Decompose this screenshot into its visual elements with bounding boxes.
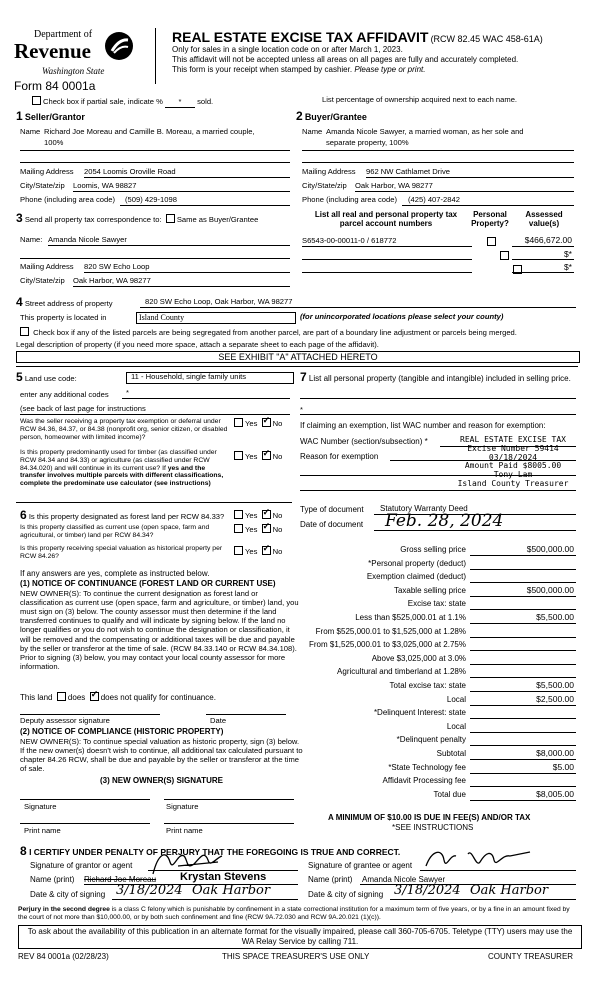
compliance-heading: (2) NOTICE OF COMPLIANCE (HISTORIC PROPERTY)	[20, 727, 224, 736]
grantor-name[interactable]: Krystan Stevens	[180, 871, 267, 883]
q1-no-checkbox[interactable]	[262, 418, 271, 427]
legal-description-label: Legal description of property (if you need more space, attach a separate sheet to each page of the affidavit).	[16, 340, 379, 349]
doc-date[interactable]: Feb. 28, 2024	[385, 511, 504, 531]
wac-label: WAC Number (section/subsection) *	[300, 437, 428, 446]
land-use-code[interactable]: 11 - Household, single family units	[126, 372, 294, 384]
treasurer-use-label: THIS SPACE TREASURER'S USE ONLY	[222, 952, 370, 961]
q2-yes-checkbox[interactable]	[234, 451, 243, 460]
partial-sale-pct[interactable]: *	[165, 98, 195, 108]
calc-label: Local	[446, 694, 466, 704]
doc-type-label: Type of document	[300, 505, 364, 514]
street-address-label: 4 Street address of property	[16, 295, 113, 309]
owner-print-label-2: Print name	[166, 826, 203, 835]
corr-name-label: Name:	[20, 235, 43, 244]
wac-value[interactable]: *	[424, 437, 428, 446]
accessibility-notice: To ask about the availability of this publication in an alternate format for the visually impaired, please call 360-705-6705. Teletype (TTY) users may use the WA Relay Service by calling 711.	[18, 925, 582, 949]
seller-name-label: Name	[20, 127, 41, 136]
grantor-name-struck: Richard Joe Moreau	[84, 875, 157, 884]
see-instructions: *SEE INSTRUCTIONS	[392, 823, 474, 832]
perjury-notice: Perjury in the second degree is a class C felony which is punishable by confinement in a state correctional institution for a maximum term of five years, or by a fine in an amount fixed by the court of not more than $10,000.00, or by both such confinement and fine (RCW 9A.72.030 and RCW 9A.20.021 (1)(c)).	[18, 906, 570, 922]
additional-codes-label: enter any additional codes	[20, 390, 109, 399]
partial-sale-row: Check box if partial sale, indicate % * sold.	[32, 96, 213, 108]
calc-label: Agricultural and timberland at 1.28%	[337, 667, 466, 677]
buyer-city-label: City/State/zip	[302, 181, 347, 190]
rev-number: REV 84 0001a (02/28/23)	[18, 952, 109, 961]
assessed-value-2[interactable]: $*	[563, 249, 572, 259]
parcel-header: List all real and personal property tax parcel account numbers	[314, 210, 458, 229]
calc-label: *Delinquent Interest: state	[373, 708, 466, 718]
doc-type[interactable]: Statutory Warranty Deed	[380, 504, 468, 513]
s6-q2-no-checkbox[interactable]	[262, 524, 271, 533]
calc-label: Exemption claimed (deduct)	[366, 572, 466, 582]
calc-label: Affidavit Processing fee	[382, 776, 466, 786]
if-yes-note: If any answers are yes, complete as instructed below.	[20, 569, 210, 578]
header-line2: This affidavit will not be accepted unless all areas on all pages are fully and accurately completed.	[172, 55, 519, 64]
calc-value[interactable]: $500,000.00	[526, 584, 574, 595]
s6-q2-answers: Yes ✓ No	[234, 524, 282, 535]
corr-name[interactable]: Amanda Nicole Sawyer	[48, 235, 127, 244]
corr-city[interactable]: Oak Harbor, WA 98277	[73, 276, 151, 285]
calc-value[interactable]: $5,500.00	[536, 680, 574, 690]
new-owner-sig-heading: (3) NEW OWNER(S) SIGNATURE	[100, 776, 223, 785]
buyer-addr-label: Mailing Address	[302, 167, 356, 176]
buyer-name[interactable]: Amanda Nicole Sawyer, a married woman, as her sole and	[326, 127, 524, 136]
corr-city-label: City/State/zip	[20, 276, 65, 285]
seller-name[interactable]: Richard Joe Moreau and Camille B. Moreau, a married couple,	[44, 127, 255, 136]
grantee-city[interactable]: Oak Harbor	[470, 883, 549, 898]
county-treasurer-label: COUNTY TREASURER	[488, 952, 574, 961]
calc-label: Total excise tax: state	[389, 681, 466, 690]
calc-label: Taxable selling price	[393, 585, 466, 595]
s6-q2-yes-checkbox[interactable]	[234, 524, 243, 533]
header-line3: This form is your receipt when stamped by cashier. Please type or print.	[172, 65, 426, 74]
buyer-name-line2[interactable]: separate property, 100%	[326, 138, 409, 147]
does-qualify-checkbox[interactable]	[57, 692, 66, 701]
grantee-date-label: Date & city of signing	[308, 890, 384, 899]
buyer-name-label: Name	[302, 127, 323, 136]
assessor-date-label: Date	[210, 716, 227, 725]
assessed-value-3[interactable]: $*	[563, 262, 572, 272]
owner-signature-label-1: Signature	[24, 802, 57, 811]
grantor-signature-label: Signature of grantor or agent	[30, 861, 133, 870]
s6-q3-answers: Yes ✓ No	[234, 546, 282, 557]
county-note: (for unincorporated locations please select your county)	[300, 312, 504, 321]
buyer-heading: 2 Buyer/Grantee	[296, 109, 367, 123]
legal-description[interactable]: SEE EXHIBIT "A" ATTACHED HERETO	[16, 351, 580, 363]
state-label: Washington State	[42, 66, 105, 76]
personal-property-list[interactable]: *	[300, 405, 303, 414]
q1-answers: Yes ✓ No	[234, 418, 282, 429]
correspondence-heading: 3 Send all property tax correspondence to: Same as Buyer/Grantee	[16, 211, 259, 225]
dept-label: Department of	[34, 29, 93, 40]
owner-print-label-1: Print name	[24, 826, 61, 835]
s6-q1-no-checkbox[interactable]	[262, 510, 271, 519]
personal-property-checkbox-2[interactable]	[500, 251, 509, 260]
seller-heading: 1 Seller/Grantor	[16, 109, 85, 123]
grantor-date[interactable]: 3/18/2024	[116, 883, 183, 898]
seller-phone-label: Phone (including area code)	[20, 195, 115, 204]
historic-question: Is this property receiving special valuation as historical property per RCW 84.26?	[20, 545, 223, 560]
revenue-label: Revenue	[14, 39, 91, 63]
calc-value[interactable]: $8,005.00	[536, 788, 574, 799]
grantee-date[interactable]: 3/18/2024	[394, 883, 461, 898]
grantor-name-label: Name (print)	[30, 875, 75, 884]
continuance-heading: (1) NOTICE OF CONTINUANCE (FOREST LAND OR CURRENT USE)	[20, 579, 276, 588]
exemption-question: Was the seller receiving a property tax exemption or deferral under RCW 84.36, 84.37, or 84.38 (nonprofit org, senior citizen, or disabled person, homeowner with limited income)?	[20, 418, 228, 441]
does-not-qualify-checkbox[interactable]	[90, 692, 99, 701]
calc-value[interactable]: $5.00	[552, 761, 574, 772]
grantee-signature-label: Signature of grantee or agent	[308, 861, 413, 870]
buyer-city[interactable]: Oak Harbor, WA 98277	[355, 181, 433, 190]
seller-phone[interactable]: (509) 429-1098	[125, 195, 177, 204]
corr-addr[interactable]: 820 SW Echo Loop	[84, 262, 150, 271]
continuance-body: NEW OWNER(S): To continue the current designation as forest land or classification as current use (open space, farm and agriculture, or timber) land, you must sign on (3) below. The county assessor must then determine if the land transferred continues to qualify and will indicate by signing below. If the land no longer qualifies or you do not wish to continue the designation or classification, it will be removed and the compensating or additional taxes will be due and payable by the seller or transferor at the time of sale. (RCW 84.33.140 or RCW 84.34.108). Prior to signing (3) below, you may contact your local county assessor for more information.	[20, 589, 299, 671]
assessor-signature-label: Deputy assessor signature	[20, 716, 110, 725]
segregation-checkbox[interactable]	[20, 327, 29, 336]
owner-signature-label-2: Signature	[166, 802, 199, 811]
calc-label: Excise tax: state	[407, 599, 466, 609]
calc-value[interactable]: $500,000.00	[526, 544, 574, 554]
q2-answers: Yes ✓ No	[234, 451, 282, 462]
qualify-row: This land does ✓ does not qualify for continuance.	[20, 692, 216, 702]
calc-label: Local	[446, 721, 466, 731]
grantee-name[interactable]: Amanda Nicole Sawyer	[362, 875, 446, 884]
buyer-addr[interactable]: 962 NW Cathlamet Drive	[366, 167, 450, 176]
county-select[interactable]: Island County	[136, 312, 296, 324]
revenue-logo-icon	[104, 31, 134, 61]
current-use-question: Is this property classified as current use (open space, farm and agricultural, or timber) land per RCW 84.34?	[20, 524, 210, 539]
seller-addr-label: Mailing Address	[20, 167, 74, 176]
personal-property-header: Personal Property?	[471, 210, 509, 229]
forest-question: 6 Is this property designated as forest land per RCW 84.33?	[20, 508, 225, 522]
street-address[interactable]: 820 SW Echo Loop, Oak Harbor, WA 98277	[145, 297, 293, 306]
calc-label: From $525,000.01 to $1,525,000 at 1.28%	[315, 626, 466, 636]
s6-q3-no-checkbox[interactable]	[262, 546, 271, 555]
grantor-city[interactable]: Oak Harbor	[192, 883, 271, 898]
partial-sale-checkbox[interactable]	[32, 96, 41, 105]
land-use-label: 5 Land use code:	[16, 370, 77, 384]
certify-heading: 8 I CERTIFY UNDER PENALTY OF PERJURY THAT THE FOREGOING IS TRUE AND CORRECT.	[20, 844, 401, 858]
buyer-phone[interactable]: (425) 407-2842	[408, 195, 460, 204]
assessed-value-header: Assessed value(s)	[525, 210, 563, 229]
calc-value[interactable]: $5,500.00	[536, 612, 574, 622]
exemption-label: If claiming an exemption, list WAC number and reason for exemption:	[300, 421, 546, 430]
q2-no-checkbox[interactable]	[262, 451, 271, 460]
calc-label: *Delinquent penalty	[396, 735, 466, 745]
dor-logo	[14, 29, 134, 79]
calc-label: Above $3,025,000 at 3.0%	[371, 653, 466, 663]
buyer-phone-label: Phone (including area code)	[302, 195, 397, 204]
grantee-name-label: Name (print)	[308, 875, 353, 884]
seller-city-label: City/State/zip	[20, 181, 65, 190]
assessed-value-1[interactable]: $466,672.00	[524, 235, 572, 245]
ownership-note: List percentage of ownership acquired next to each name.	[322, 95, 518, 104]
calc-label: *Personal property (deduct)	[368, 558, 466, 568]
personal-property-checkbox-1[interactable]	[487, 237, 496, 246]
calc-label: From $1,525,000.01 to $3,025,000 at 2.75%	[308, 640, 466, 650]
seller-name-line2[interactable]: 100%	[44, 138, 64, 147]
additional-codes[interactable]: *	[126, 388, 129, 397]
same-as-buyer-checkbox[interactable]	[166, 214, 175, 223]
personal-property-label: 7 List all personal property (tangible and intangible) included in selling price.	[300, 370, 571, 384]
reason-label: Reason for exemption	[300, 452, 379, 461]
calc-label: Less than $525,000.01 at 1.1%	[355, 613, 466, 622]
calc-label: Gross selling price	[400, 545, 466, 554]
compliance-body: NEW OWNER(S): To continue special valuation as historic property, sign (3) below. If the new owner(s) doesn't wish to continue, all additional tax calculated pursuant to chapter 84.26 RCW, shall be due and payable by the seller or transferor at the time of sale.	[20, 737, 303, 774]
calc-value[interactable]: $2,500.00	[536, 693, 574, 704]
doc-date-label: Date of document	[300, 520, 364, 529]
form-title: REAL ESTATE EXCISE TAX AFFIDAVIT (RCW 82.45 WAC 458-61A)	[172, 29, 543, 45]
timber-question: Is this property predominantly used for timber (as classified under RCW 84.34 and 84.33) or agriculture (as classified under RCW 84.34.020) and will continue in its current use? If yes and the transfer involves multiple parcels with different classifications, complete the predominate use calculator (see instructions)	[20, 449, 224, 488]
calc-label: *State Technology fee	[388, 762, 466, 772]
treasurer-stamp: REAL ESTATE EXCISE TAX Excise Number 59414 03/18/2024 Amount Paid $8005.00 Tony Lam Island County Treasurer	[457, 435, 569, 488]
seller-city[interactable]: Loomis, WA 98827	[73, 181, 137, 190]
segregation-row: Check box if any of the listed parcels are being segregated from another parcel, are part of a boundary line adjustment or parcels being merged.	[20, 327, 517, 338]
minimum-note: A MINIMUM OF $10.00 IS DUE IN FEE(S) AND/OR TAX	[328, 813, 531, 822]
seller-addr[interactable]: 2054 Loomis Oroville Road	[84, 167, 176, 176]
s6-q3-yes-checkbox[interactable]	[234, 546, 243, 555]
located-in-label: This property is located in	[20, 313, 107, 322]
q1-yes-checkbox[interactable]	[234, 418, 243, 427]
form-number: Form 84 0001a	[14, 79, 96, 93]
calc-label: Subtotal	[436, 749, 466, 758]
see-back-note: (see back of last page for instructions	[20, 404, 146, 413]
header-line1: Only for sales in a single location code on or after March 1, 2023.	[172, 45, 403, 54]
s6-q1-answers: Yes ✓ No	[234, 510, 282, 521]
calc-value[interactable]: $8,000.00	[536, 748, 574, 758]
s6-q1-yes-checkbox[interactable]	[234, 510, 243, 519]
parcel-number-1[interactable]: S6543-00-00011-0 / 618772	[302, 236, 397, 245]
grantor-date-label: Date & city of signing	[30, 890, 106, 899]
corr-addr-label: Mailing Address	[20, 262, 74, 271]
calc-label: Total due	[433, 789, 466, 799]
